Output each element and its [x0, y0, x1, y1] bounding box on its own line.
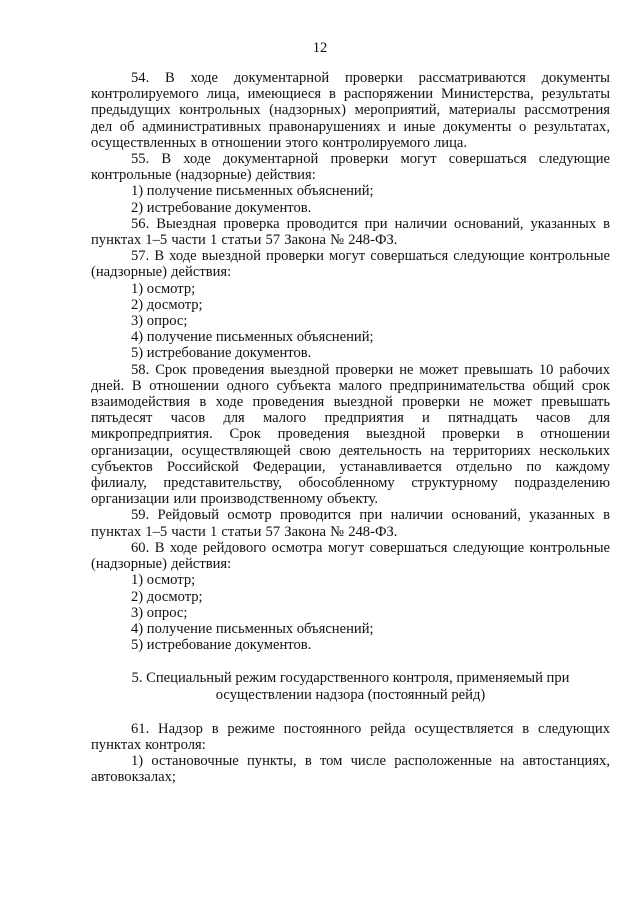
- list-item: 3) опрос;: [131, 604, 188, 621]
- paragraph-60: 60. В ходе рейдового осмотра могут совершаться следующие контрольные (надзорные) действия:: [91, 539, 610, 573]
- list-item: 4) получение письменных объяснений;: [131, 620, 374, 637]
- page-number: 12: [312, 40, 328, 56]
- list-item: 1) получение письменных объяснений;: [131, 183, 374, 200]
- paragraph-57: 57. В ходе выездной проверки могут совершаться следующие контрольные (надзорные) действия:: [91, 248, 610, 281]
- list-item: 2) истребование документов.: [131, 199, 312, 216]
- paragraph-58: 58. Срок проведения выездной проверки не может превышать 10 рабочих дней. В отношении одного субъекта малого предпринимательства общий срок взаимодействия в ходе проведения выездной проверки не может превышать пятьдесят часов для малого предприятия и пятнадцать часов для микропредприятия. Срок проведения выездной проверки в отношении организации, осуществляющей свою деятельность на территориях нескольких субъектов Российской Федерации, устанавливается отдельно по каждому филиалу, представительству, обособленному структурному подразделению организации или производственному объекту.: [91, 361, 610, 508]
- paragraph-55: 55. В ходе документарной проверки могут совершаться следующие контрольные (надзорные) действия:: [91, 151, 610, 184]
- list-item: 5) истребование документов.: [131, 637, 312, 654]
- list-item: 1) осмотр;: [131, 572, 196, 589]
- paragraph-59: 59. Рейдовый осмотр проводится при наличии оснований, указанных в пунктах 1–5 части 1 статьи 57 Закона № 248-ФЗ.: [91, 507, 610, 540]
- section-heading-line-2: осуществлении надзора (постоянный рейд): [215, 686, 486, 703]
- list-item: 2) досмотр;: [131, 588, 203, 605]
- paragraph-61-item-1: 1) остановочные пункты, в том числе расположенные на автостанциях, автовокзалах;: [91, 752, 610, 786]
- list-item: 2) досмотр;: [131, 296, 203, 313]
- list-item: 3) опрос;: [131, 313, 188, 330]
- paragraph-61: 61. Надзор в режиме постоянного рейда осуществляется в следующих пунктах контроля:: [91, 720, 610, 753]
- list-item: 1) осмотр;: [131, 280, 196, 297]
- paragraph-54: 54. В ходе документарной проверки рассматриваются документы контролируемого лица, имеющиеся в распоряжении Министерства, результаты предыдущих контрольных (надзорных) мероприятий, материалы рассмотрения дел об административных правонарушениях и иные документы о результатах, осуществленных в отношении этого контролируемого лица.: [91, 70, 610, 151]
- document-body: [91, 70, 610, 785]
- list-item: 5) истребование документов.: [131, 345, 312, 362]
- list-item: 4) получение письменных объяснений;: [131, 329, 374, 346]
- paragraph-56: 56. Выездная проверка проводится при наличии оснований, указанных в пунктах 1–5 части 1 статьи 57 Закона № 248-ФЗ.: [91, 215, 610, 249]
- section-heading-line-1: 5. Специальный режим государственного контроля, применяемый при: [131, 670, 570, 687]
